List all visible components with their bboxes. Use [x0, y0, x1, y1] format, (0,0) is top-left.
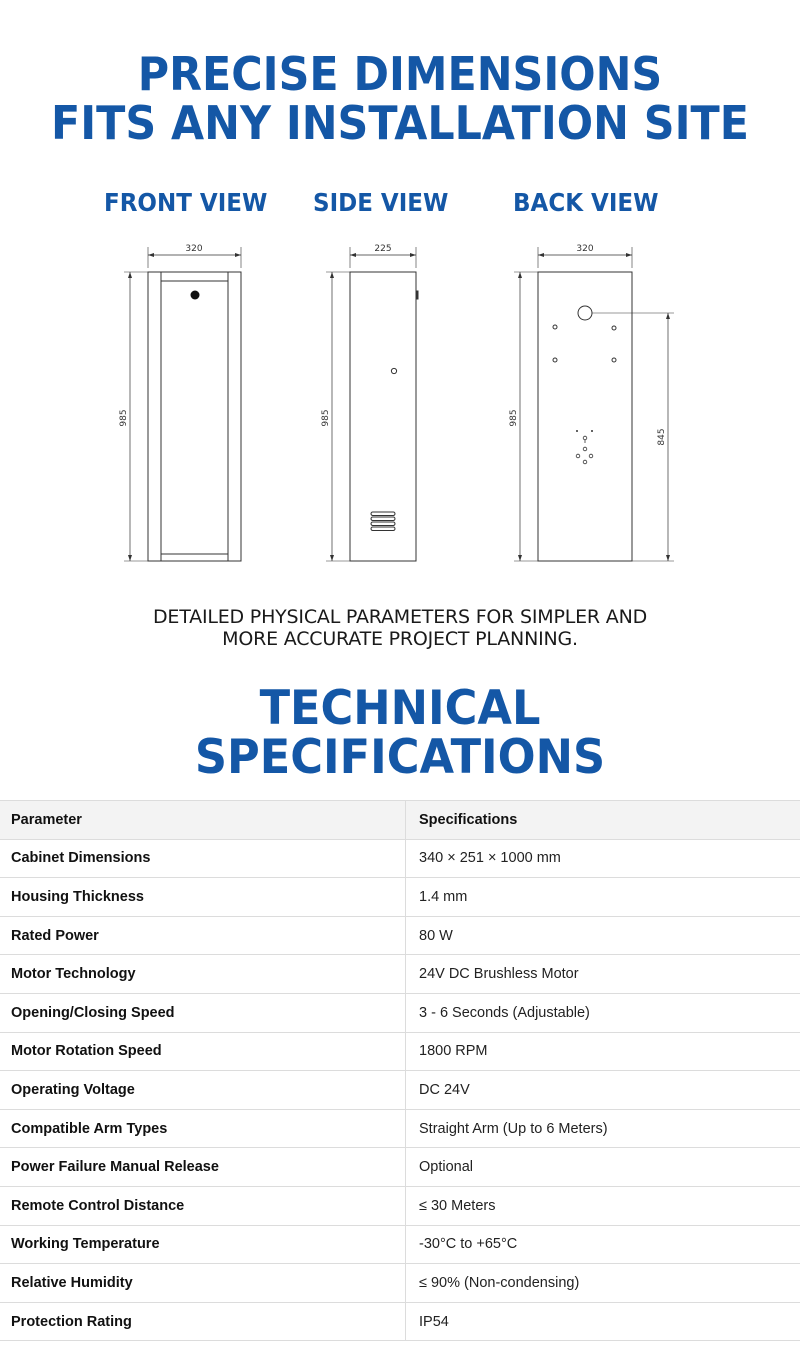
back-width-dimension: 320 [576, 244, 594, 254]
front-height-dimension: 985 [119, 409, 129, 427]
specifications-title [20, 681, 780, 785]
key-lock-icon [191, 291, 200, 300]
row-specification: 1.4 mm [406, 878, 800, 917]
header-specifications: Specifications [406, 801, 800, 840]
row-specification: 1800 RPM [406, 1032, 800, 1071]
front-view-label: FRONT VIEW [104, 188, 268, 217]
row-parameter: Cabinet Dimensions [0, 839, 406, 878]
caption-line-1: DETAILED PHYSICAL PARAMETERS FOR SIMPLER AND [152, 606, 648, 628]
table-row [0, 1186, 800, 1225]
side-width-dimension: 225 [374, 244, 392, 254]
row-specification: -30°C to +65°C [406, 1225, 800, 1264]
side-view-label: SIDE VIEW [313, 188, 449, 217]
table-row [0, 993, 800, 1032]
row-parameter: Relative Humidity [0, 1264, 406, 1303]
row-parameter: Working Temperature [0, 1225, 406, 1264]
table-row [0, 1302, 800, 1341]
row-specification: Straight Arm (Up to 6 Meters) [406, 1109, 800, 1148]
table-row [0, 1264, 800, 1303]
side-view-drawing [321, 244, 418, 561]
hero-title-line-2: FITS ANY INSTALLATION SITE [51, 96, 749, 150]
table-header-row [0, 801, 800, 840]
vent-slots-icon [371, 512, 395, 531]
hero-title [28, 47, 772, 150]
header-parameter: Parameter [0, 801, 406, 840]
dimension-drawings [0, 238, 800, 578]
row-specification: 80 W [406, 916, 800, 955]
row-specification: ≤ 90% (Non-condensing) [406, 1264, 800, 1303]
hero-title-line-1: PRECISE DIMENSIONS [137, 47, 663, 101]
row-parameter: Motor Rotation Speed [0, 1032, 406, 1071]
row-parameter: Operating Voltage [0, 1071, 406, 1110]
table-row [0, 839, 800, 878]
back-height-dimension: 985 [509, 409, 519, 427]
row-specification: 3 - 6 Seconds (Adjustable) [406, 993, 800, 1032]
row-specification: Optional [406, 1148, 800, 1187]
row-parameter: Opening/Closing Speed [0, 993, 406, 1032]
row-specification: 340 × 251 × 1000 mm [406, 839, 800, 878]
table-row [0, 1032, 800, 1071]
specifications-title-line-1: TECHNICAL [259, 681, 541, 736]
table-row [0, 955, 800, 994]
back-view-label: BACK VIEW [513, 188, 659, 217]
caption-line-2: MORE ACCURATE PROJECT PLANNING. [222, 628, 578, 650]
side-height-dimension: 985 [321, 409, 331, 427]
back-view-drawing [509, 244, 674, 561]
row-parameter: Rated Power [0, 916, 406, 955]
row-parameter: Housing Thickness [0, 878, 406, 917]
row-specification: DC 24V [406, 1071, 800, 1110]
row-parameter: Compatible Arm Types [0, 1109, 406, 1148]
table-row [0, 1071, 800, 1110]
planning-caption [0, 606, 800, 650]
table-row [0, 916, 800, 955]
row-specification: ≤ 30 Meters [406, 1186, 800, 1225]
row-parameter: Power Failure Manual Release [0, 1148, 406, 1187]
specifications-table [0, 800, 800, 1341]
row-specification: IP54 [406, 1302, 800, 1341]
back-hole-height-dimension: 845 [657, 428, 667, 446]
front-width-dimension: 320 [185, 244, 203, 254]
specifications-title-line-2: SPECIFICATIONS [194, 730, 606, 785]
row-specification: 24V DC Brushless Motor [406, 955, 800, 994]
table-row [0, 1109, 800, 1148]
row-parameter: Remote Control Distance [0, 1186, 406, 1225]
front-view-drawing [119, 244, 241, 561]
table-row [0, 1148, 800, 1187]
table-row [0, 1225, 800, 1264]
row-parameter: Motor Technology [0, 955, 406, 994]
row-parameter: Protection Rating [0, 1302, 406, 1341]
table-row [0, 878, 800, 917]
